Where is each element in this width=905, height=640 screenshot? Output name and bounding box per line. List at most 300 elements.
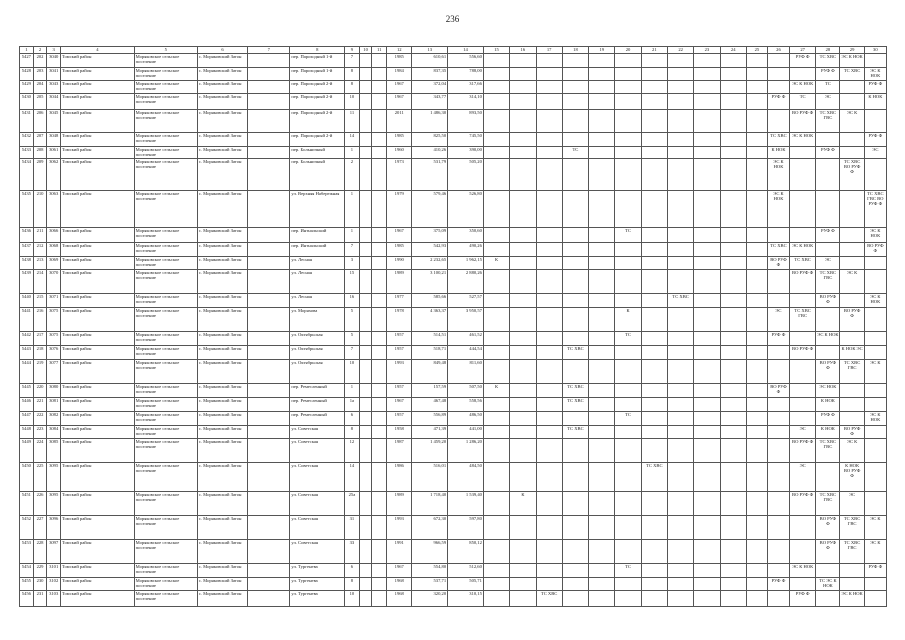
table-cell — [641, 147, 667, 159]
header-cell: 30 — [864, 47, 886, 54]
table-cell: 5453 — [20, 539, 34, 563]
table-cell: 558,56 — [448, 397, 484, 411]
table-cell — [562, 577, 588, 590]
table-cell: 218 — [33, 345, 47, 359]
table-cell — [510, 307, 536, 331]
table-cell — [372, 242, 387, 256]
table-cell: с. Моряковский Затон — [197, 54, 248, 68]
table-cell: 597,80 — [448, 515, 484, 539]
table-cell: 3068 — [47, 242, 61, 256]
table-cell — [746, 110, 767, 133]
table-cell: 505,71 — [448, 577, 484, 590]
table-cell: 1991 — [387, 539, 412, 563]
table-cell — [720, 438, 746, 462]
table-cell — [372, 158, 387, 190]
table-cell — [694, 438, 720, 462]
table-cell — [720, 307, 746, 331]
table-cell — [589, 563, 615, 577]
table-cell: 3071 — [47, 293, 61, 307]
table-cell: 5446 — [20, 397, 34, 411]
table-cell — [816, 307, 840, 331]
table-cell — [248, 94, 290, 110]
table-cell — [615, 539, 641, 563]
table-cell — [562, 81, 588, 94]
table-cell — [372, 563, 387, 577]
table-cell: 221 — [33, 397, 47, 411]
table-cell: ТС — [615, 331, 641, 345]
table-cell: ЭС — [790, 425, 816, 438]
table-cell — [694, 563, 720, 577]
table-cell: 410,26 — [412, 147, 448, 159]
table-cell — [589, 54, 615, 68]
table-cell — [864, 331, 886, 345]
header-cell: 8 — [290, 47, 345, 54]
table-cell: 1967 — [387, 94, 412, 110]
table-cell — [510, 293, 536, 307]
table-cell — [790, 411, 816, 425]
header-cell: 26 — [767, 47, 789, 54]
table-cell — [694, 81, 720, 94]
table-cell — [536, 438, 562, 462]
table-cell — [667, 256, 693, 269]
table-cell: ЭС — [864, 147, 886, 159]
table-cell — [667, 359, 693, 383]
table-cell: Моряковское сельское поселение — [134, 462, 197, 491]
table-cell: 1957 — [387, 411, 412, 425]
table-cell: Томский район — [61, 515, 135, 539]
table-cell: ЭС — [816, 256, 840, 269]
table-cell — [359, 331, 372, 345]
table-cell: ВО РУФ Ф — [816, 359, 840, 383]
table-cell — [746, 293, 767, 307]
table-cell — [510, 577, 536, 590]
table-cell: ВО РУФ Ф — [790, 110, 816, 133]
table-cell: 893,50 — [448, 110, 484, 133]
table-cell: с. Моряковский Затон — [197, 590, 248, 606]
table-cell — [483, 158, 509, 190]
table-cell: Моряковское сельское поселение — [134, 147, 197, 159]
table-cell: Моряковское сельское поселение — [134, 54, 197, 68]
table-cell: 1 962,15 — [448, 256, 484, 269]
table-cell: ТС ХВС — [641, 462, 667, 491]
table-cell — [694, 491, 720, 515]
table-cell — [641, 331, 667, 345]
table-cell: Томский район — [61, 81, 135, 94]
table-cell: ВО РУФ Ф — [864, 242, 886, 256]
table-cell — [767, 54, 789, 68]
table-cell: 1 486,30 — [412, 110, 448, 133]
table-cell — [589, 147, 615, 159]
table-cell — [510, 147, 536, 159]
table-cell: 375,09 — [412, 227, 448, 242]
table-cell — [248, 515, 290, 539]
table-cell: 3080 — [47, 383, 61, 397]
table-cell — [248, 242, 290, 256]
header-cell: 22 — [667, 47, 693, 54]
table-cell — [372, 307, 387, 331]
table-cell: 1957 — [387, 345, 412, 359]
table-cell: 5442 — [20, 331, 34, 345]
table-cell: РУФ Ф — [767, 331, 789, 345]
table-cell: ЭС НОК — [816, 383, 840, 397]
table-cell: 512,60 — [448, 563, 484, 577]
table-cell — [816, 590, 840, 606]
table-row — [20, 397, 887, 411]
table-row — [20, 462, 887, 491]
table-cell — [694, 68, 720, 81]
table-cell: 484,50 — [448, 462, 484, 491]
header-cell: 17 — [536, 47, 562, 54]
table-cell: 11 — [345, 110, 360, 133]
table-cell: 3081 — [47, 397, 61, 411]
table-cell — [816, 133, 840, 147]
table-cell: 3075 — [47, 307, 61, 331]
table-cell — [615, 133, 641, 147]
table-cell: 5454 — [20, 563, 34, 577]
table-cell: 1993 — [387, 515, 412, 539]
table-cell: РУФ Ф — [864, 133, 886, 147]
table-cell: с. Моряковский Затон — [197, 539, 248, 563]
table-cell — [641, 345, 667, 359]
table-cell: 3066 — [47, 227, 61, 242]
table-cell: 1993 — [387, 359, 412, 383]
table-cell: К — [483, 256, 509, 269]
table-cell: ЭС К НОК — [840, 590, 864, 606]
table-cell — [359, 293, 372, 307]
table-cell — [615, 147, 641, 159]
table-cell — [720, 54, 746, 68]
table-cell: ул. Лесная — [290, 293, 345, 307]
table-cell — [510, 269, 536, 293]
table-cell: 10 — [345, 359, 360, 383]
table-cell: К — [510, 491, 536, 515]
table-cell: пер. Пароходный 2-й — [290, 94, 345, 110]
table-cell — [694, 133, 720, 147]
table-row — [20, 68, 887, 81]
table-cell: 3 — [345, 256, 360, 269]
table-cell — [536, 293, 562, 307]
table-cell: 3044 — [47, 94, 61, 110]
table-cell: 5444 — [20, 359, 34, 383]
table-cell: Моряковское сельское поселение — [134, 331, 197, 345]
table-cell: 5427 — [20, 54, 34, 68]
table-cell: Моряковское сельское поселение — [134, 94, 197, 110]
table-cell: 1986 — [387, 462, 412, 491]
table-cell — [372, 94, 387, 110]
table-cell — [372, 269, 387, 293]
table-cell — [562, 68, 588, 81]
header-cell: 13 — [412, 47, 448, 54]
table-cell — [767, 590, 789, 606]
table-cell — [483, 397, 509, 411]
table-cell — [694, 94, 720, 110]
table-cell — [589, 256, 615, 269]
table-cell — [615, 590, 641, 606]
table-cell — [359, 190, 372, 227]
table-cell: 206 — [33, 110, 47, 133]
table-cell — [562, 293, 588, 307]
table-cell — [589, 577, 615, 590]
table-cell — [483, 190, 509, 227]
table-cell: 1978 — [387, 307, 412, 331]
table-cell — [510, 359, 536, 383]
table-cell — [372, 462, 387, 491]
table-cell — [615, 438, 641, 462]
table-cell: Моряковское сельское поселение — [134, 293, 197, 307]
table-cell — [840, 563, 864, 577]
table-cell: 3 950,57 — [448, 307, 484, 331]
table-cell: ТС ХВС — [840, 68, 864, 81]
table-cell — [746, 54, 767, 68]
header-cell: 29 — [840, 47, 864, 54]
table-cell — [746, 307, 767, 331]
table-cell: 542,93 — [412, 242, 448, 256]
table-cell: ТС ХВС ГВС ВО РУФ Ф — [864, 190, 886, 227]
table-cell — [615, 515, 641, 539]
table-cell — [694, 110, 720, 133]
table-cell: Моряковское сельское поселение — [134, 383, 197, 397]
header-row — [20, 47, 887, 54]
table-cell: ул. Тургенева — [290, 590, 345, 606]
table-cell — [767, 293, 789, 307]
table-cell — [864, 383, 886, 397]
header-cell: 15 — [483, 47, 509, 54]
table-cell: 3077 — [47, 359, 61, 383]
table-cell — [248, 293, 290, 307]
table-cell: 3063 — [47, 190, 61, 227]
table-cell: 216 — [33, 307, 47, 331]
table-cell: 226 — [33, 491, 47, 515]
table-cell: 788,00 — [448, 68, 484, 81]
header-cell: 3 — [47, 47, 61, 54]
table-cell — [694, 227, 720, 242]
table-cell — [667, 158, 693, 190]
table-cell: Моряковское сельское поселение — [134, 397, 197, 411]
table-cell — [767, 110, 789, 133]
table-cell: ВО РУФ Ф — [790, 345, 816, 359]
table-cell — [746, 539, 767, 563]
table-cell: 441,00 — [448, 425, 484, 438]
table-cell — [510, 190, 536, 227]
table-cell: Томский район — [61, 577, 135, 590]
table-cell — [615, 110, 641, 133]
table-cell — [483, 94, 509, 110]
table-cell — [359, 397, 372, 411]
table-cell: Моряковское сельское поселение — [134, 81, 197, 94]
table-cell — [667, 425, 693, 438]
table-row — [20, 147, 887, 159]
table-cell: ТС ХВС — [562, 345, 588, 359]
table-cell: Томский район — [61, 397, 135, 411]
table-cell: 343,77 — [412, 94, 448, 110]
header-cell: 14 — [448, 47, 484, 54]
table-cell — [790, 147, 816, 159]
table-cell: 202 — [33, 54, 47, 68]
table-cell — [720, 158, 746, 190]
table-cell: Томский район — [61, 269, 135, 293]
table-cell: Томский район — [61, 242, 135, 256]
table-cell: 3082 — [47, 411, 61, 425]
table-cell: пер. Пароходный 2-й — [290, 133, 345, 147]
table-cell: пер. Ремесленный — [290, 383, 345, 397]
table-cell — [483, 515, 509, 539]
table-cell: 1967 — [387, 397, 412, 411]
table-cell: 6 — [345, 411, 360, 425]
table-cell — [536, 331, 562, 345]
table-cell — [720, 491, 746, 515]
table-cell: ТС ЭС К НОК — [816, 577, 840, 590]
table-cell: 5441 — [20, 307, 34, 331]
table-cell — [359, 110, 372, 133]
table-cell: Моряковское сельское поселение — [134, 133, 197, 147]
table-cell: ул. Верхняя Набережная — [290, 190, 345, 227]
table-row — [20, 190, 887, 227]
table-cell — [720, 242, 746, 256]
table-cell — [359, 147, 372, 159]
table-cell — [667, 94, 693, 110]
table-cell — [510, 411, 536, 425]
table-cell — [483, 293, 509, 307]
table-cell: 210 — [33, 190, 47, 227]
table-cell: РУФ Ф — [816, 411, 840, 425]
table-cell: 1960 — [387, 147, 412, 159]
table-cell — [641, 411, 667, 425]
table-cell: РУФ Ф — [816, 147, 840, 159]
header-cell: 24 — [720, 47, 746, 54]
table-cell — [641, 293, 667, 307]
table-cell: 1 — [345, 190, 360, 227]
table-cell — [641, 307, 667, 331]
table-cell: 350,60 — [448, 227, 484, 242]
table-cell: ТС ХВС ГВС — [790, 307, 816, 331]
table-cell — [589, 81, 615, 94]
table-cell — [359, 590, 372, 606]
table-cell — [790, 397, 816, 411]
header-cell: 7 — [248, 47, 290, 54]
table-cell — [248, 345, 290, 359]
table-cell: 3069 — [47, 256, 61, 269]
table-row — [20, 307, 887, 331]
table-cell — [562, 133, 588, 147]
table-cell: 223 — [33, 425, 47, 438]
table-cell: 1985 — [387, 54, 412, 68]
table-cell — [372, 54, 387, 68]
table-cell — [510, 54, 536, 68]
table-cell — [536, 256, 562, 269]
table-cell — [615, 345, 641, 359]
table-cell: Томский район — [61, 411, 135, 425]
table-cell — [720, 359, 746, 383]
table-cell — [790, 68, 816, 81]
table-cell: 4 363,37 — [412, 307, 448, 331]
table-row — [20, 269, 887, 293]
table-cell: ЭС К НОК — [816, 331, 840, 345]
table-cell — [840, 190, 864, 227]
table-cell: 1 718,40 — [412, 491, 448, 515]
table-cell — [248, 68, 290, 81]
table-cell: 3048 — [47, 133, 61, 147]
table-cell: 5 — [345, 331, 360, 345]
table-cell: пер. Больничный — [290, 147, 345, 159]
table-cell — [248, 307, 290, 331]
table-cell — [840, 81, 864, 94]
table-cell: 1984 — [387, 68, 412, 81]
table-cell: Томский район — [61, 227, 135, 242]
table-cell: 3062 — [47, 158, 61, 190]
table-cell — [641, 269, 667, 293]
table-row — [20, 158, 887, 190]
table-cell — [720, 227, 746, 242]
table-cell — [694, 590, 720, 606]
table-cell — [840, 256, 864, 269]
table-cell — [667, 68, 693, 81]
table-cell — [483, 359, 509, 383]
table-cell — [248, 133, 290, 147]
table-cell: пер. Пароходный 1-й — [290, 68, 345, 81]
table-cell — [372, 110, 387, 133]
table-cell — [510, 94, 536, 110]
table-cell — [483, 539, 509, 563]
table-cell: 556,60 — [448, 54, 484, 68]
table-cell — [589, 133, 615, 147]
table-cell: с. Моряковский Затон — [197, 397, 248, 411]
table-cell: 5428 — [20, 68, 34, 81]
table-cell: ЭС — [816, 94, 840, 110]
table-cell: 12 — [345, 438, 360, 462]
table-cell — [667, 539, 693, 563]
table-cell: Томский район — [61, 110, 135, 133]
table-cell — [372, 227, 387, 242]
table-cell — [767, 81, 789, 94]
table-cell: 1968 — [387, 590, 412, 606]
table-cell: РУФ Ф — [816, 227, 840, 242]
table-cell: 531,79 — [412, 158, 448, 190]
table-cell — [694, 242, 720, 256]
table-cell: 5455 — [20, 577, 34, 590]
table-cell: 31 — [345, 515, 360, 539]
table-cell: 211 — [33, 227, 47, 242]
table-cell: 231 — [33, 590, 47, 606]
table-cell — [615, 425, 641, 438]
table-cell — [720, 563, 746, 577]
table-cell: 3084 — [47, 425, 61, 438]
table-cell: ТС ХВС ГВС — [816, 269, 840, 293]
table-cell: 1 539,40 — [448, 491, 484, 515]
table-cell: с. Моряковский Затон — [197, 438, 248, 462]
table-cell: 966,59 — [412, 539, 448, 563]
table-cell — [359, 425, 372, 438]
table-cell — [248, 425, 290, 438]
table-cell: 1958 — [387, 425, 412, 438]
table-cell — [840, 94, 864, 110]
table-cell — [667, 577, 693, 590]
table-cell — [536, 81, 562, 94]
table-cell: ЭС К НОК — [840, 54, 864, 68]
table-cell: 5431 — [20, 110, 34, 133]
table-cell — [746, 438, 767, 462]
table-cell — [510, 563, 536, 577]
table-cell — [641, 590, 667, 606]
table-cell: пер. Интнальский — [290, 227, 345, 242]
table-cell: Моряковское сельское поселение — [134, 359, 197, 383]
table-cell: РУФ Ф — [790, 54, 816, 68]
table-cell — [536, 110, 562, 133]
table-cell — [510, 383, 536, 397]
table-cell: 230 — [33, 577, 47, 590]
table-cell: РУФ Ф — [767, 94, 789, 110]
table-cell — [562, 590, 588, 606]
table-cell — [510, 397, 536, 411]
